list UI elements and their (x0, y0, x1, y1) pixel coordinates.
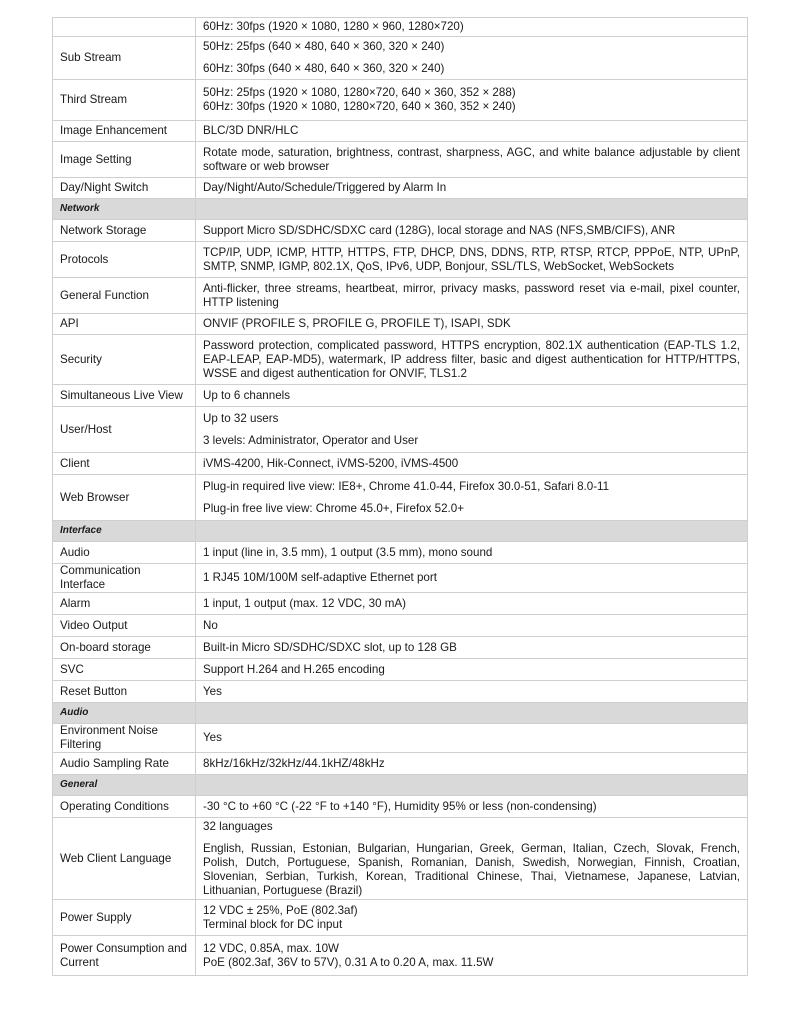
spec-value-line: Plug-in free live view: Chrome 45.0+, Firefox 52.0+ (203, 501, 464, 515)
spec-label: On-board storage (53, 637, 196, 659)
spec-value-line: 12 VDC, 0.85A, max. 10W (203, 941, 339, 955)
spec-row-alarm (53, 593, 748, 615)
spec-label: Reset Button (53, 681, 196, 703)
spec-value (196, 900, 748, 936)
spec-value (196, 178, 748, 199)
section-header-general (53, 775, 748, 796)
spec-value (196, 681, 748, 703)
spec-label: Protocols (53, 242, 196, 278)
spec-row-network-storage (53, 220, 748, 242)
section-filler (196, 199, 748, 220)
spec-label: Operating Conditions (53, 796, 196, 818)
spec-label: Third Stream (53, 80, 196, 121)
spec-value (196, 796, 748, 818)
spec-label: Web Browser (53, 475, 196, 521)
spec-value-line: 1 input (line in, 3.5 mm), 1 output (3.5 mm), mono sound (203, 545, 493, 559)
spec-value-line: BLC/3D DNR/HLC (203, 124, 299, 137)
spec-value (196, 18, 748, 37)
spec-value (196, 278, 748, 314)
spec-value (196, 637, 748, 659)
section-filler (196, 521, 748, 542)
spec-value (196, 220, 748, 242)
spec-label: API (53, 314, 196, 335)
section-header-interface (53, 521, 748, 542)
spec-label: Simultaneous Live View (53, 385, 196, 407)
spec-value (196, 385, 748, 407)
spec-value-line: 50Hz: 25fps (640 × 480, 640 × 360, 320 × 240) (203, 40, 445, 53)
spec-row-third-stream (53, 80, 748, 121)
spec-row-power-supply (53, 900, 748, 936)
spec-value-line: Anti-flicker, three streams, heartbeat, mirror, privacy masks, password reset via e-mail, pixel counter, HTTP listening (203, 281, 740, 309)
spec-label: User/Host (53, 407, 196, 453)
spec-value (196, 475, 748, 521)
spec-label: Day/Night Switch (53, 178, 196, 199)
spec-row-blank (53, 18, 748, 37)
spec-row-simultaneous-live-view (53, 385, 748, 407)
spec-label: Client (53, 453, 196, 475)
spec-row-api (53, 314, 748, 335)
spec-value-line: 60Hz: 30fps (1920 × 1080, 1280×720, 640 × 360, 352 × 240) (203, 100, 516, 113)
spec-row-general-function (53, 278, 748, 314)
spec-label: Security (53, 335, 196, 385)
spec-value-line: Rotate mode, saturation, brightness, contrast, sharpness, AGC, and white balance adjustable by client software or web browser (203, 145, 740, 173)
spec-value-line: 3 levels: Administrator, Operator and User (203, 433, 419, 447)
spec-label: Environment Noise Filtering (53, 724, 196, 753)
spec-row-sub-stream (53, 37, 748, 80)
spec-value-line: Support Micro SD/SDHC/SDXC card (128G), local storage and NAS (NFS,SMB/CIFS), ANR (203, 223, 676, 237)
spec-value (196, 659, 748, 681)
spec-row-image-setting (53, 142, 748, 178)
spec-label (53, 18, 196, 37)
spec-label: Network Storage (53, 220, 196, 242)
section-header-network (53, 199, 748, 220)
spec-row-security (53, 335, 748, 385)
spec-row-environment-noise-filtering (53, 724, 748, 753)
spec-value-line: 60Hz: 30fps (1920 × 1080, 1280 × 960, 1280×720) (203, 20, 464, 33)
spec-value-line: 50Hz: 25fps (1920 × 1080, 1280×720, 640 × 360, 352 × 288) (203, 86, 516, 99)
spec-value (196, 142, 748, 178)
spec-value-line: Built-in Micro SD/SDHC/SDXC slot, up to 128 GB (203, 640, 457, 654)
spec-value-line: 32 languages (203, 819, 273, 833)
spec-value-line: ONVIF (PROFILE S, PROFILE G, PROFILE T), ISAPI, SDK (203, 317, 511, 330)
spec-value (196, 407, 748, 453)
spec-value-line: 8kHz/16kHz/32kHz/44.1kHZ/48kHz (203, 756, 385, 770)
spec-value-line: iVMS-4200, Hik-Connect, iVMS-5200, iVMS-4500 (203, 456, 459, 470)
spec-label: SVC (53, 659, 196, 681)
spec-label: Communication Interface (53, 564, 196, 593)
spec-table (52, 17, 748, 976)
spec-row-day-night-switch (53, 178, 748, 199)
spec-value (196, 936, 748, 976)
spec-value (196, 753, 748, 775)
spec-row-svc (53, 659, 748, 681)
spec-value-line: Support H.264 and H.265 encoding (203, 662, 385, 676)
spec-row-audio-sampling-rate (53, 753, 748, 775)
spec-value-line: -30 °C to +60 °C (-22 °F to +140 °F), Humidity 95% or less (non-condensing) (203, 799, 597, 813)
spec-row-image-enhancement (53, 121, 748, 142)
spec-value-line: TCP/IP, UDP, ICMP, HTTP, HTTPS, FTP, DHCP, DNS, DDNS, RTP, RTSP, RTCP, PPPoE, NTP, UPnP, SMTP, SNMP, IGMP, 802.1X, QoS, IPv6, UDP, Bonjour, SSL/TLS, WebSocket, WebSockets (203, 245, 740, 273)
spec-value (196, 453, 748, 475)
spec-value-line: No (203, 618, 218, 632)
spec-label: Video Output (53, 615, 196, 637)
section-filler (196, 775, 748, 796)
spec-label: Web Client Language (53, 818, 196, 900)
spec-value-line: Yes (203, 731, 222, 744)
spec-value-line: Plug-in required live view: IE8+, Chrome 41.0-44, Firefox 30.0-51, Safari 8.0-11 (203, 479, 610, 493)
section-title: Audio (53, 703, 196, 724)
spec-value-line: English, Russian, Estonian, Bulgarian, Hungarian, Greek, German, Italian, Czech, Slovak, French, Polish, Dutch, Portuguese, Spanish, Romanian, Danish, Swedish, Norwegian, Finnish, Croatian, Slovenian, Serbian, Turkish, Korean, Traditional Chinese, Thai, Vietnamese, Japanese, Latvian, Lithuanian, Portuguese (Brazil) (203, 841, 740, 897)
spec-value (196, 121, 748, 142)
spec-row-user-host (53, 407, 748, 453)
spec-label: Power Supply (53, 900, 196, 936)
spec-value-line: 12 VDC ± 25%, PoE (802.3af) (203, 903, 358, 917)
spec-label: General Function (53, 278, 196, 314)
spec-value (196, 724, 748, 753)
spec-label: Alarm (53, 593, 196, 615)
section-title: Network (53, 199, 196, 220)
spec-label: Audio Sampling Rate (53, 753, 196, 775)
spec-label: Audio (53, 542, 196, 564)
spec-row-client (53, 453, 748, 475)
spec-value (196, 314, 748, 335)
spec-value-line: Password protection, complicated password, HTTPS encryption, 802.1X authentication (EAP-TLS 1.2, EAP-LEAP, EAP-MD5), watermark, IP address filter, basic and digest authentication for HTTP/HTTPS, WSSE and digest authentication for ONVIF, TLS1.2 (203, 338, 740, 380)
spec-value (196, 593, 748, 615)
spec-label: Sub Stream (53, 37, 196, 80)
spec-label: Power Consumption and Current (53, 936, 196, 976)
spec-value-line: Terminal block for DC input (203, 917, 343, 931)
spec-value (196, 564, 748, 593)
spec-row-audio (53, 542, 748, 564)
spec-value-line: PoE (802.3af, 36V to 57V), 0.31 A to 0.20 A, max. 11.5W (203, 955, 494, 969)
spec-row-communication-interface (53, 564, 748, 593)
spec-value (196, 615, 748, 637)
spec-value-line: 1 RJ45 10M/100M self-adaptive Ethernet port (203, 571, 437, 584)
spec-row-video-output (53, 615, 748, 637)
spec-label: Image Setting (53, 142, 196, 178)
spec-row-reset-button (53, 681, 748, 703)
spec-value-line: Up to 32 users (203, 411, 279, 425)
spec-value (196, 80, 748, 121)
spec-value-line: 1 input, 1 output (max. 12 VDC, 30 mA) (203, 596, 406, 610)
spec-row-web-client-language (53, 818, 748, 900)
spec-table-body (53, 18, 748, 976)
spec-label: Image Enhancement (53, 121, 196, 142)
spec-row-web-browser (53, 475, 748, 521)
spec-value (196, 242, 748, 278)
spec-row-protocols (53, 242, 748, 278)
spec-value (196, 335, 748, 385)
section-title: General (53, 775, 196, 796)
spec-value-line: 60Hz: 30fps (640 × 480, 640 × 360, 320 × 240) (203, 62, 445, 75)
spec-value (196, 37, 748, 80)
spec-row-operating-conditions (53, 796, 748, 818)
spec-value (196, 818, 748, 900)
section-filler (196, 703, 748, 724)
section-header-audio (53, 703, 748, 724)
spec-row-power-consumption-and-current (53, 936, 748, 976)
spec-value-line: Yes (203, 684, 222, 698)
spec-value-line: Up to 6 channels (203, 388, 291, 402)
spec-value (196, 542, 748, 564)
section-title: Interface (53, 521, 196, 542)
spec-value-line: Day/Night/Auto/Schedule/Triggered by Alarm In (203, 181, 447, 194)
spec-row-on-board-storage (53, 637, 748, 659)
